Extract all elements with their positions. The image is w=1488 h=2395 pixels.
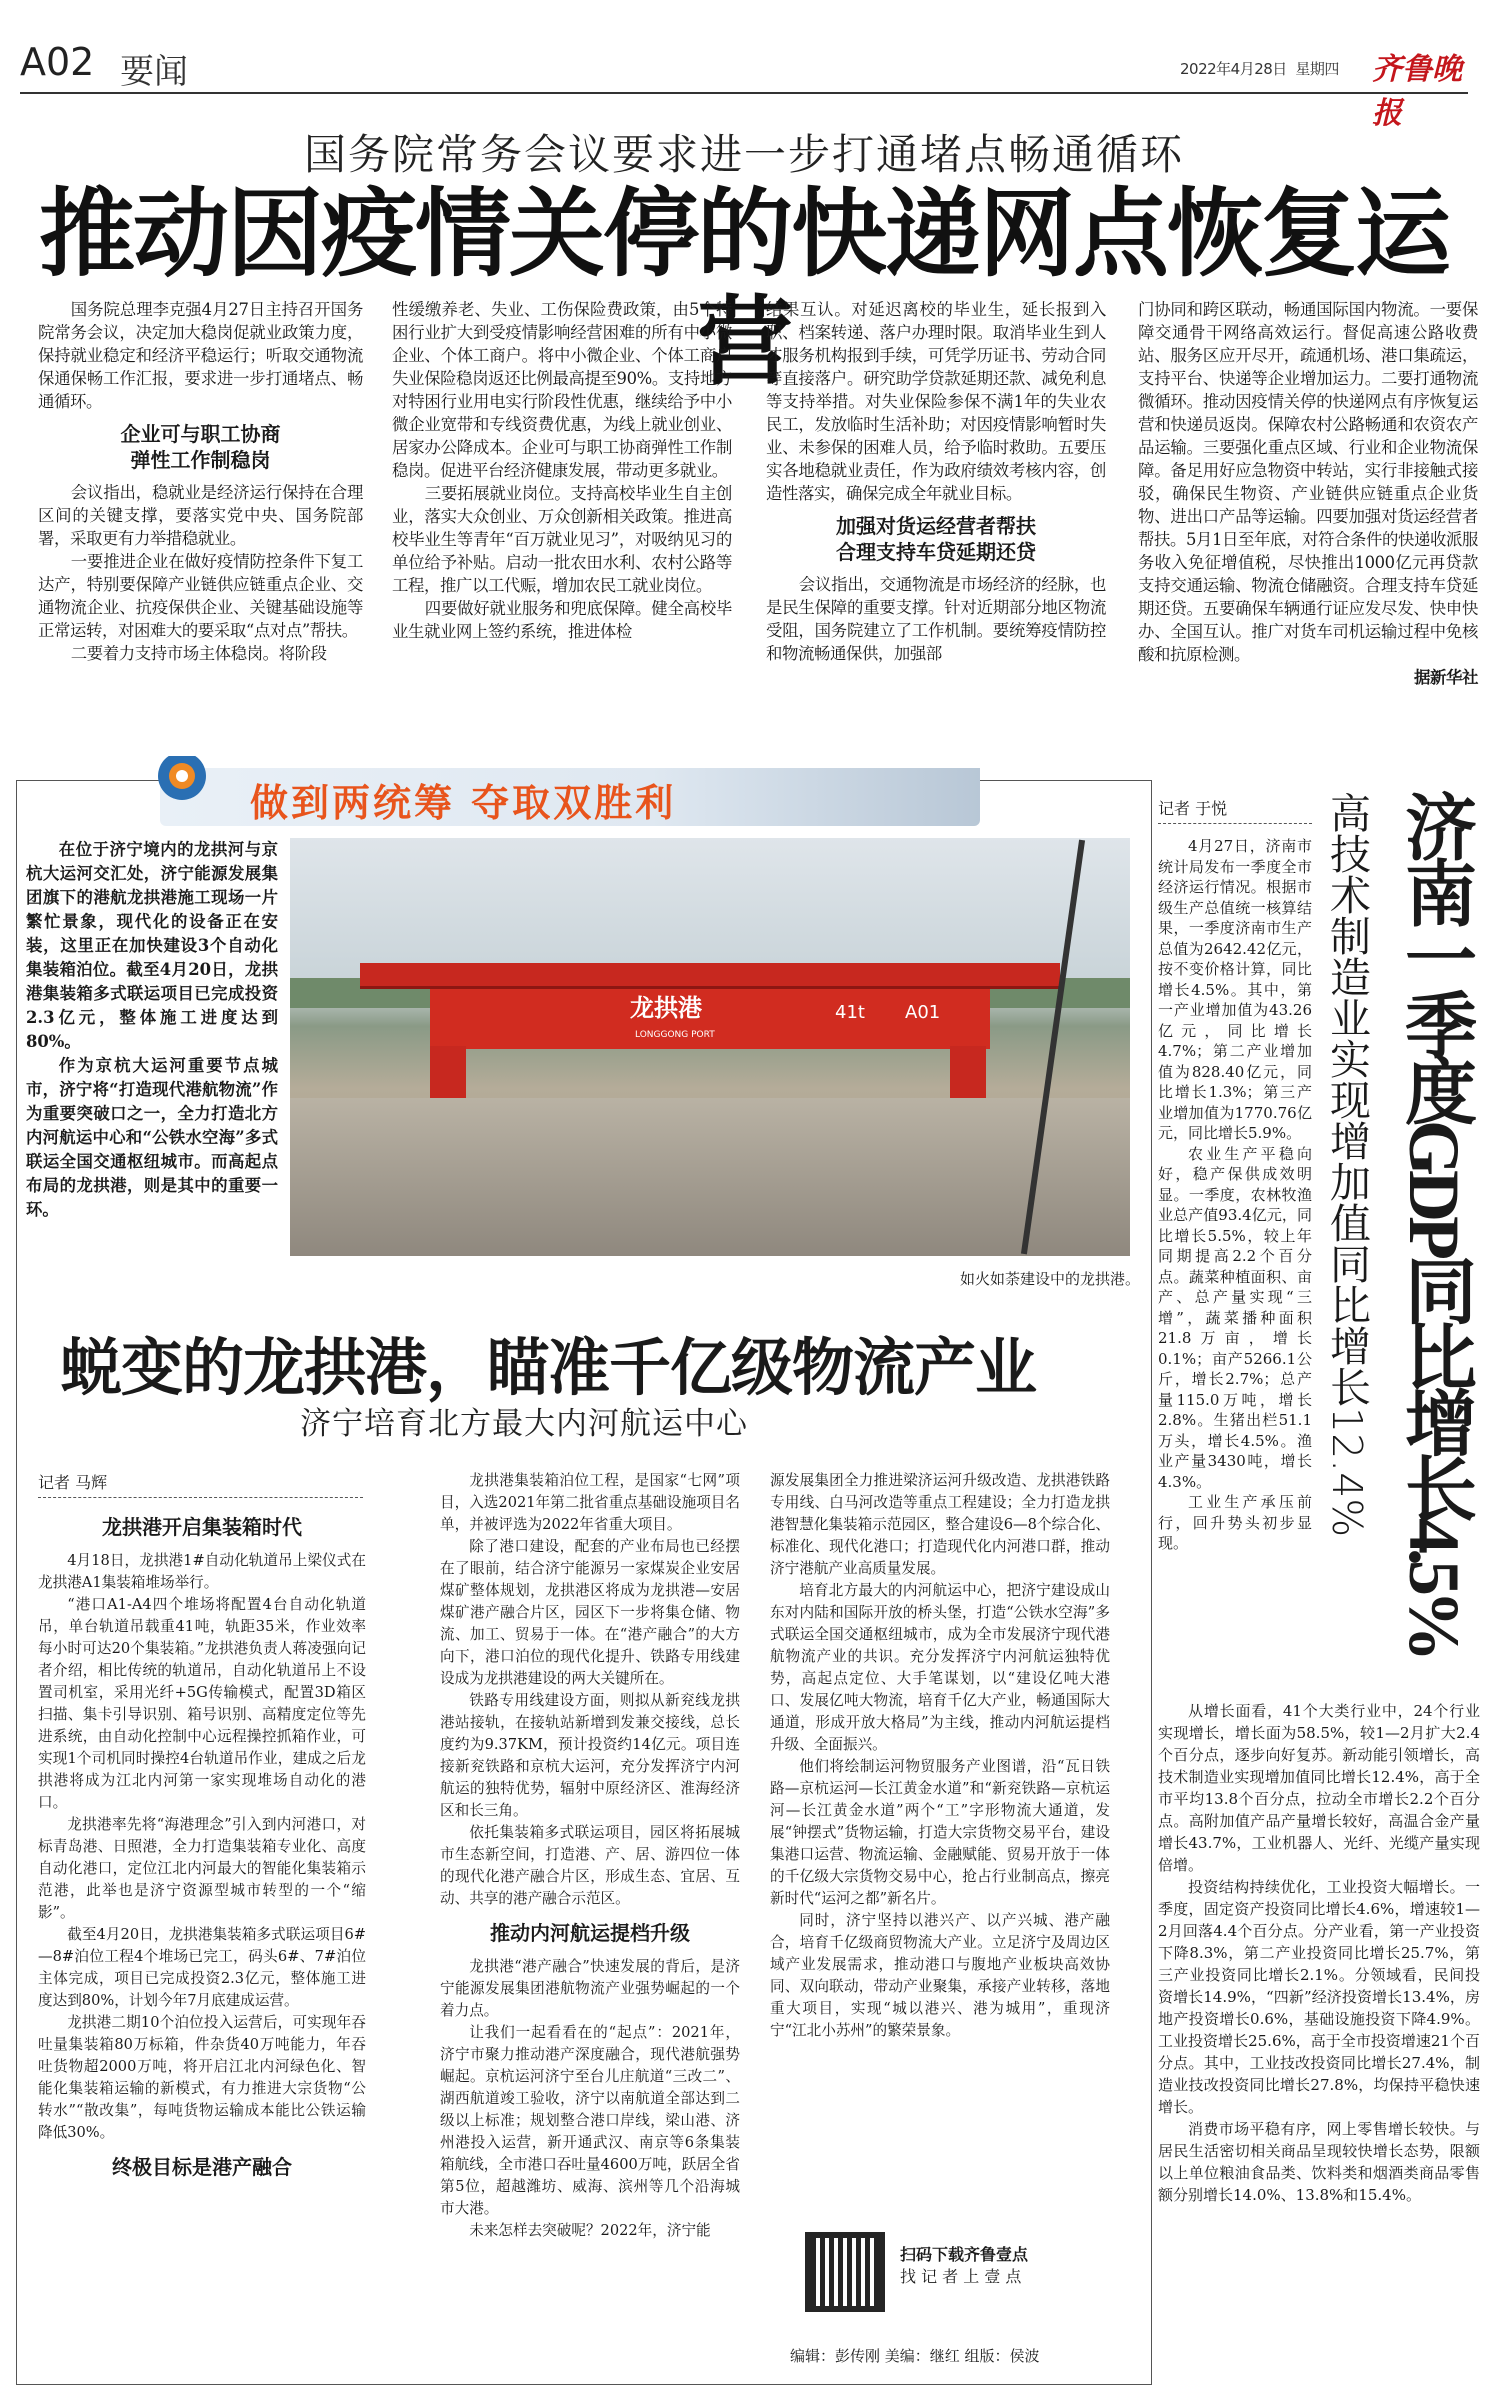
- section-subhead: 企业可与职工协商 弹性工作制稳岗: [120, 422, 281, 472]
- section-subhead: 推动内河航运提档升级: [490, 1921, 690, 1945]
- top-column-1: [38, 298, 363, 665]
- top-column-2: [392, 298, 732, 643]
- gear-icon: [152, 756, 212, 808]
- paragraph: 4月18日，龙拱港1#自动化轨道吊上梁仪式在龙拱港A1集装箱堆场举行。: [38, 1552, 366, 1591]
- top-column-4: [1138, 298, 1478, 689]
- paragraph: 从增长面看，41个大类行业中，24个行业实现增长，增长面为58.5%，较1—2月扩大2.4个百分点，逐步向好复苏。新动能引领增长，高技术制造业实现增加值同比增长12.4%，高于全市平均13.8个百分点，拉动全市增长2.2个百分点。高附加值产品产量增长较好，高温合金产量增长43.7%，工业机器人、光纤、光缆产量实现倍增。: [1158, 1702, 1480, 1874]
- photo-caption: 如火如荼建设中的龙拱港。: [959, 1270, 1140, 1288]
- port-photo: [290, 838, 1130, 1256]
- crane-name: 龙拱港: [630, 994, 702, 1022]
- paragraph: 龙拱港率先将“海港理念”引入到内河港口，对标青岛港、日照港，全力打造集装箱专业化、高度自动化港口，定位江北内河最大的智能化集装箱示范港，此举也是济宁资源型城市转型的一个“缩影”。: [38, 1816, 366, 1921]
- issue-date: [1180, 58, 1339, 79]
- top-headline: 推动因疫情关停的快递网点恢复运营: [39, 177, 1449, 398]
- paragraph: 龙拱港二期10个泊位投入运营后，可实现年吞吐量集装箱80万标箱，件杂货40万吨能力，年吞吐货物超2000万吨，将开启江北内河绿色化、智能化集装箱运输的新模式，有力推进大宗货物“公转水”“散改集”，每吨货物运输成本能比公铁运输降低30%。: [38, 2014, 366, 2141]
- feature-lead: [26, 838, 278, 1222]
- paragraph: 在位于济宁境内的龙拱河与京杭大运河交汇处，济宁能源发展集团旗下的港航龙拱港施工现场一片繁忙景象，现代化的设备正在安装，这里正在加快建设3个自动化集装箱泊位。截至4月20日，龙拱港集装箱多式联运项目已完成投资2.3亿元，整体施工进度达到80%。: [26, 840, 278, 1051]
- paragraph: 源发展集团全力推进梁济运河升级改造、龙拱港铁路专用线、白马河改造等重点工程建设；全力打造龙拱港智慧化集装箱示范园区，整合建设6—8个综合化、标准化、现代化港口；打造现代化内河港口群，推动济宁港航产业高质量发展。: [770, 1472, 1110, 1577]
- paragraph: 结果互认。对延迟离校的毕业生，延长报到入职、档案转递、落户办理时限。取消毕业生到人才服务机构报到手续，可凭学历证书、劳动合同等直接落户。研究助学贷款延期还款、减免利息等支持举措。对失业保险参保不满1年的失业农民工，发放临时生活补助；对因疫情影响暂时失业、未参保的困难人员，给予临时救助。五要压实各地稳就业责任，作为政府绩效考核内容，创造性落实，确保完成全年就业目标。: [766, 300, 1106, 503]
- paragraph: 工业生产承压前行，回升势头初步显现。: [1158, 1493, 1312, 1552]
- header-rule: [20, 92, 1468, 94]
- qr-text: [900, 2244, 1028, 2288]
- crane-bay: A01: [905, 1002, 941, 1023]
- top-kicker: 国务院常务会议要求进一步打通堵点畅通循环: [303, 130, 1184, 179]
- paragraph: 门协同和跨区联动，畅通国际国内物流。一要保障交通骨干网络高效运行。督促高速公路收费站、服务区应开尽开，疏通机场、港口集疏运，支持平台、快递等企业增加运力。二要打通物流微循环。推动因疫情关停的快递网点有序恢复运营和快递员返岗。保障农村公路畅通和农资农产品运输。三要强化重点区域、行业和企业物流保障。备足用好应急物资中转站，实行非接触式接驳，确保民生物资、产业链供应链重点企业货物、进出口产品等运输。四要加强对货运经营者帮扶。5月1日至年底，对符合条件的快递收派服务收入免征增值税，尽快推出1000亿元再贷款支持交通运输、物流仓储融资。合理支持车贷延期还贷。五要确保车辆通行证应发尽发、快申快办、全国互认。推广对货车司机运输过程中免核酸和抗原检测。: [1138, 300, 1478, 664]
- section-name: 要闻: [120, 52, 188, 92]
- page-number: A02: [20, 40, 95, 84]
- paragraph: 龙拱港集装箱泊位工程，是国家“七网”项目，入选2021年第二批省重点基础设施项目名单，并被评选为2022年省重大项目。: [440, 1472, 740, 1533]
- paragraph: 作为京杭大运河重要节点城市，济宁将“打造现代港航物流”作为重要突破口之一，全力打造北方内河航运中心和“公铁水空海”多式联运全国交通枢纽城市。而高起点布局的龙拱港，则是其中的重要一环。: [26, 1056, 278, 1219]
- feature-column-3: [770, 1470, 1110, 2042]
- paragraph: 同时，济宁坚持以港兴产、以产兴城、港产融合，培育千亿级商贸物流大产业。立足济宁及周边区域产业发展需求，推动港口与腹地产业板块高效协同、双向联动，带动产业聚集，承接产业转移，落地重大项目，实现“城以港兴、港为城用”，重现济宁“江北小苏州”的繁荣景象。: [770, 1912, 1110, 2039]
- feature-column-2: [440, 1470, 740, 2242]
- paragraph: 他们将绘制运河物贸服务产业图谱，沿“瓦日铁路—京杭运河—长江黄金水道”和“新兖铁路—京杭运河—长江黄金水道”两个“工”字形物流大通道，发展“钟摆式”货物运输，打造大宗货物交易平台，建设集港口运营、物流运输、金融赋能、贸易开放于一体的千亿级大宗货物交易中心，抢占行业制高点，擦亮新时代“运河之都”新名片。: [770, 1758, 1110, 1907]
- editor-credits: 编辑：彭传刚 美编：继红 组版：侯波: [790, 2347, 1040, 2365]
- qr-line-1: 扫码下载齐鲁壹点: [900, 2245, 1029, 2264]
- feature-byline: 记者 马辉: [38, 1470, 363, 1498]
- feature-subhead: 济宁培育北方最大内河航运中心: [300, 1406, 748, 1442]
- paragraph: 会议指出，交通物流是市场经济的经脉，也是民生保障的重要支撑。针对近期部分地区物流受阻，国务院建立了工作机制。要统筹疫情防控和物流畅通保供，加强部: [766, 575, 1106, 663]
- qr-code[interactable]: [805, 2232, 885, 2312]
- paragraph: 4月27日，济南市统计局发布一季度全市经济运行情况。根据市级生产总值统一核算结果，一季度济南市生产总值为2642.42亿元，按不变价格计算，同比增长4.5%。其中，第一产业增加值为43.26亿元，同比增长4.7%；第二产业增加值为828.40亿元，同比增长1.3%；第三产业增加值为1770.76亿元，同比增长5.9%。: [1158, 837, 1312, 1142]
- sidebar-headline: 济南一季度GDP同比增长4.5%: [1394, 790, 1474, 1656]
- sidebar-narrow-text: [1158, 836, 1312, 1554]
- source-credit: 据新华社: [1414, 668, 1478, 687]
- paragraph: 未来怎样去突破呢？2022年，济宁能: [469, 2222, 711, 2239]
- photo-yard: [290, 1098, 1130, 1256]
- paragraph: 二要着力支持市场主体稳岗。将阶段: [70, 644, 327, 663]
- paragraph: 农业生产平稳向好，稳产保供成效明显。一季度，农林牧渔业总产值93.4亿元，同比增长5.5%，较上年同期提高2.2个百分点。蔬菜种植面积、亩产、总产量实现“三增”，蔬菜播种面积21.8万亩，增长0.1%；亩产5266.1公斤，增长2.7%；总产量115.0万吨，增长2.8%。生猪出栏51.1万头，增长4.5%。渔业产量3430吨，增长4.3%。: [1158, 1144, 1312, 1491]
- paragraph: 会议指出，稳就业是经济运行保持在合理区间的关键支撑，要落实党中央、国务院部署，采取更有力举措稳就业。: [38, 483, 363, 548]
- top-column-3: [766, 298, 1106, 665]
- paragraph: 铁路专用线建设方面，则拟从新兖线龙拱港站接轨，在接轨站新增到发兼交接线，总长度约为9.37KM，预计投资约14亿元。项目连接新兖铁路和京杭大运河，充分发挥济宁内河航运的独特优势，辐射中原经济区、淮海经济区和长三角。: [440, 1692, 740, 1819]
- paragraph: 一要推进企业在做好疫情防控条件下复工达产，特别要保障产业链供应链重点企业、交通物流企业、抗疫保供企业、关键基础设施等正常运转，对困难大的要采取“点对点”帮扶。: [38, 552, 363, 640]
- section-subhead: 龙拱港开启集装箱时代: [102, 1515, 302, 1539]
- paragraph: 培育北方最大的内河航运中心，把济宁建设成山东对内陆和国际开放的桥头堡，打造“公铁水空海”多式联运全国交通枢纽城市，成为全市发展济宁现代港航物流产业的共识。充分发挥济宁内河航运独特优势，高起点定位、大手笔谋划，以“建设亿吨大港口、发展亿吨大物流，培育千亿大产业，畅通国际大通道，形成开放大格局”为主线，推动内河航运提档升级、全面振兴。: [770, 1582, 1110, 1753]
- paragraph: 投资结构持续优化，工业投资大幅增长。一季度，固定资产投资同比增长4.6%，增速较1—2月回落4.4个百分点。分产业看，第一产业投资下降8.3%，第二产业投资同比增长25.7%，第三产业投资同比增长2.1%。分领域看，民间投资增长14.9%，“四新”经济投资增长13.4%，房地产投资增长0.6%，基础设施投资下降4.9%。工业投资增长25.6%，高于全市投资增速21个百分点。其中，工业技改投资同比增长27.4%，制造业技改投资同比增长27.8%，均保持平稳快速增长。: [1158, 1878, 1480, 2116]
- sidebar-byline: 记者 于悦: [1158, 796, 1312, 824]
- crane-name-en: LONGGONG PORT: [635, 1030, 715, 1040]
- paragraph: 国务院总理李克强4月27日主持召开国务院常务会议，决定加大稳岗促就业政策力度，保持就业稳定和经济平稳运行；听取交通物流保通保畅工作汇报，要求进一步打通堵点、畅通循环。: [38, 300, 363, 411]
- paragraph: 龙拱港“港产融合”快速发展的背后，是济宁能源发展集团港航物流产业强势崛起的一个着力点。: [440, 1958, 740, 2019]
- date: 2022年4月28日: [1180, 60, 1287, 78]
- feature-headline: 蜕变的龙拱港，瞄准千亿级物流产业: [60, 1331, 1037, 1404]
- newspaper-logo: 齐鲁晚报: [1372, 52, 1462, 131]
- paragraph: 截至4月20日，龙拱港集装箱多式联运项目6#—8#泊位工程4个堆场已完工，码头6#、7#泊位主体完成，项目已完成投资2.3亿元，整体施工进度达到80%，计划今年7月底建成运营。: [38, 1926, 366, 2009]
- paragraph: 依托集装箱多式联运项目，园区将拓展城市生态新空间，打造港、产、居、游四位一体的现代化港产融合片区，形成生态、宜居、互动、共享的港产融合示范区。: [440, 1824, 740, 1907]
- paragraph: 除了港口建设，配套的产业布局也已经摆在了眼前，结合济宁能源另一家煤炭企业安居煤矿整体规划，龙拱港区将成为龙拱港—安居煤矿港产融合片区，园区下一步将集仓储、物流、加工、贸易于一体。在“港产融合”的大方向下，港口泊位的现代化提升、铁路专用线建设成为龙拱港建设的两大关键所在。: [440, 1538, 740, 1687]
- section-subhead: 加强对货运经营者帮扶 合理支持车贷延期还贷: [836, 514, 1036, 564]
- sidebar-subhead: 高技术制造业实现增加值同比增长12.4%: [1323, 792, 1371, 1538]
- paragraph: 消费市场平稳有序，网上零售增长较快。与居民生活密切相关商品呈现较快增长态势，限额以上单位粮油食品类、饮料类和烟酒类商品零售额分别增长14.0%、13.8%和15.4%。: [1158, 2120, 1480, 2204]
- paragraph: 四要做好就业服务和兜底保障。健全高校毕业生就业网上签约系统，推进体检: [392, 599, 732, 641]
- section-subhead: 终极目标是港产融合: [112, 2155, 292, 2179]
- paragraph: 性缓缴养老、失业、工伤保险费政策，由5个特困行业扩大到受疫情影响经营困难的所有中小微企业、个体工商户。将中小微企业、个体工商户失业保险稳岗返还比例最高提至90%。支持地方对特困行业用电实行阶段性优惠，继续给予中小微企业宽带和专线资费优惠，为线上就业创业、居家办公降成本。企业可与职工协商弹性工作制稳岗。促进平台经济健康发展，带动更多就业。: [392, 300, 732, 480]
- feature-column-1: [38, 1504, 366, 2190]
- weekday: 星期四: [1295, 60, 1339, 78]
- crane-beam: [360, 963, 1060, 989]
- sidebar-wide-text: [1158, 1700, 1480, 2206]
- paragraph: 让我们一起看看在的“起点”：2021年，济宁市聚力推动港产深度融合，现代港航强势崛起。京杭运河济宁至台儿庄航道“三改二”、湖西航道竣工验收，济宁以南航道全部达到二级以上标准；规划整合港口岸线，梁山港、济州港投入运营，新开通武汉、南京等6条集装箱航线，全市港口吞吐量4600万吨，跃居全省第5位，超越潍坊、威海、滨州等几个沿海城市大港。: [440, 2024, 740, 2217]
- qr-line-2: 找 记 者 上 壹 点: [900, 2267, 1022, 2286]
- paragraph: “港口A1-A4四个堆场将配置4台自动化轨道吊，单台轨道吊载重41吨，轨距35米，作业效率每小时可达20个集装箱。”龙拱港负责人蒋凌强向记者介绍，相比传统的轨道吊，自动化轨道吊上不设置司机室，采用光纤+5G传输模式，配置3D箱区扫描、集卡引导识别、箱号识别、高精度定位等先进系统，由自动化控制中心远程操控抓箱作业，可实现1个司机同时操控4台轨道吊作业，建成之后龙拱港将成为江北内河第一家实现堆场自动化的港口。: [38, 1596, 366, 1811]
- crane-capacity: 41t: [835, 1002, 865, 1023]
- campaign-banner-text: 做到两统筹 夺取双胜利: [250, 781, 677, 825]
- paragraph: 三要拓展就业岗位。支持高校毕业生自主创业，落实大众创业、万众创新相关政策。推进高校毕业生等青年“百万就业见习”，对吸纳见习的单位给予补贴。启动一批农田水利、农村公路等工程，推广以工代赈，增加农民工就业岗位。: [392, 484, 732, 595]
